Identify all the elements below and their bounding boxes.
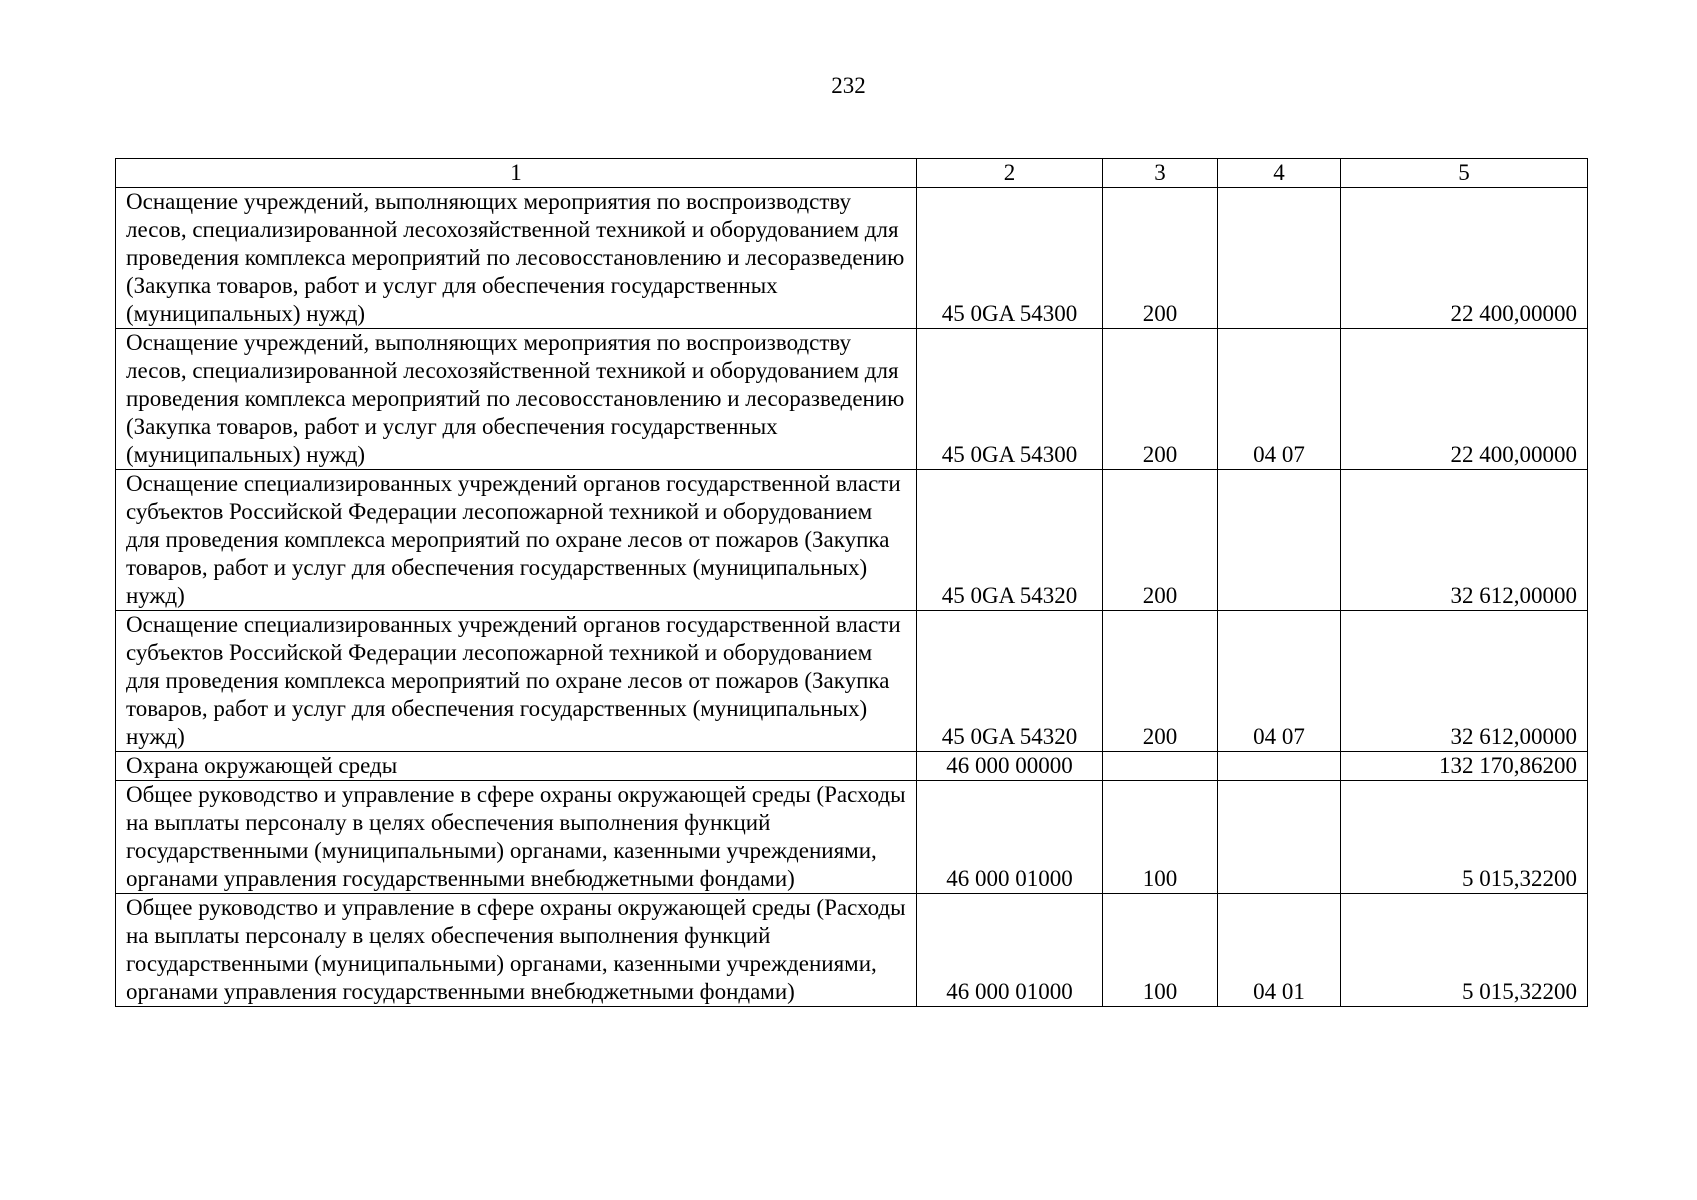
row-section (1218, 752, 1341, 781)
row-code: 45 0GA 54320 (917, 611, 1103, 752)
row-name: Оснащение специализированных учреждений органов государственной власти субъектов Российской Федерации лесопожарной техникой и оборудованием для проведения комплекса мероприятий по охране лесов от пожаров (Закупка товаров, работ и услуг для обеспечения государственных (муниципальных) нужд) (116, 470, 917, 611)
row-section: 04 01 (1218, 894, 1341, 1007)
row-type: 200 (1103, 611, 1218, 752)
row-sum: 22 400,00000 (1341, 188, 1588, 329)
table-row (116, 894, 1588, 1007)
row-section: 04 07 (1218, 611, 1341, 752)
table-row (116, 781, 1588, 894)
table-row (116, 611, 1588, 752)
table-row (116, 188, 1588, 329)
table-row (116, 752, 1588, 781)
row-code: 46 000 01000 (917, 781, 1103, 894)
row-sum: 132 170,86200 (1341, 752, 1588, 781)
row-type: 100 (1103, 894, 1218, 1007)
row-sum: 32 612,00000 (1341, 611, 1588, 752)
header-col-1: 1 (116, 159, 917, 188)
row-name: Оснащение специализированных учреждений органов государственной власти субъектов Российской Федерации лесопожарной техникой и оборудованием для проведения комплекса мероприятий по охране лесов от пожаров (Закупка товаров, работ и услуг для обеспечения государственных (муниципальных) нужд) (116, 611, 917, 752)
row-name: Оснащение учреждений, выполняющих мероприятия по воспроизводству лесов, специализированной лесохозяйственной техникой и оборудованием для проведения комплекса мероприятий по лесовосстановлению и лесоразведению (Закупка товаров, работ и услуг для обеспечения государственных (муниципальных) нужд) (116, 188, 917, 329)
row-type: 200 (1103, 470, 1218, 611)
row-name: Охрана окружающей среды (116, 752, 917, 781)
row-code: 45 0GA 54300 (917, 329, 1103, 470)
row-section: 04 07 (1218, 329, 1341, 470)
row-type: 200 (1103, 329, 1218, 470)
row-code: 46 000 01000 (917, 894, 1103, 1007)
row-type: 100 (1103, 781, 1218, 894)
header-row (116, 159, 1588, 188)
row-section (1218, 781, 1341, 894)
row-code: 45 0GA 54300 (917, 188, 1103, 329)
page-number: 232 (831, 73, 866, 98)
row-section (1218, 470, 1341, 611)
row-sum: 32 612,00000 (1341, 470, 1588, 611)
table-row (116, 329, 1588, 470)
header-col-3: 3 (1103, 159, 1218, 188)
table-body (116, 188, 1588, 1007)
row-type (1103, 752, 1218, 781)
row-sum: 22 400,00000 (1341, 329, 1588, 470)
header-col-2: 2 (917, 159, 1103, 188)
row-name: Общее руководство и управление в сфере охраны окружающей среды (Расходы на выплаты персоналу в целях обеспечения выполнения функций государственными (муниципальными) органами, казенными учреждениями, органами управления государственными внебюджетными фондами) (116, 781, 917, 894)
header-col-5: 5 (1341, 159, 1588, 188)
budget-table (115, 158, 1588, 1007)
row-name: Общее руководство и управление в сфере охраны окружающей среды (Расходы на выплаты персоналу в целях обеспечения выполнения функций государственными (муниципальными) органами, казенными учреждениями, органами управления государственными внебюджетными фондами) (116, 894, 917, 1007)
header-col-4: 4 (1218, 159, 1341, 188)
row-sum: 5 015,32200 (1341, 894, 1588, 1007)
row-name: Оснащение учреждений, выполняющих мероприятия по воспроизводству лесов, специализированной лесохозяйственной техникой и оборудованием для проведения комплекса мероприятий по лесовосстановлению и лесоразведению (Закупка товаров, работ и услуг для обеспечения государственных (муниципальных) нужд) (116, 329, 917, 470)
row-code: 46 000 00000 (917, 752, 1103, 781)
row-sum: 5 015,32200 (1341, 781, 1588, 894)
table-header (116, 159, 1588, 188)
row-section (1218, 188, 1341, 329)
row-type: 200 (1103, 188, 1218, 329)
table-row (116, 470, 1588, 611)
row-code: 45 0GA 54320 (917, 470, 1103, 611)
